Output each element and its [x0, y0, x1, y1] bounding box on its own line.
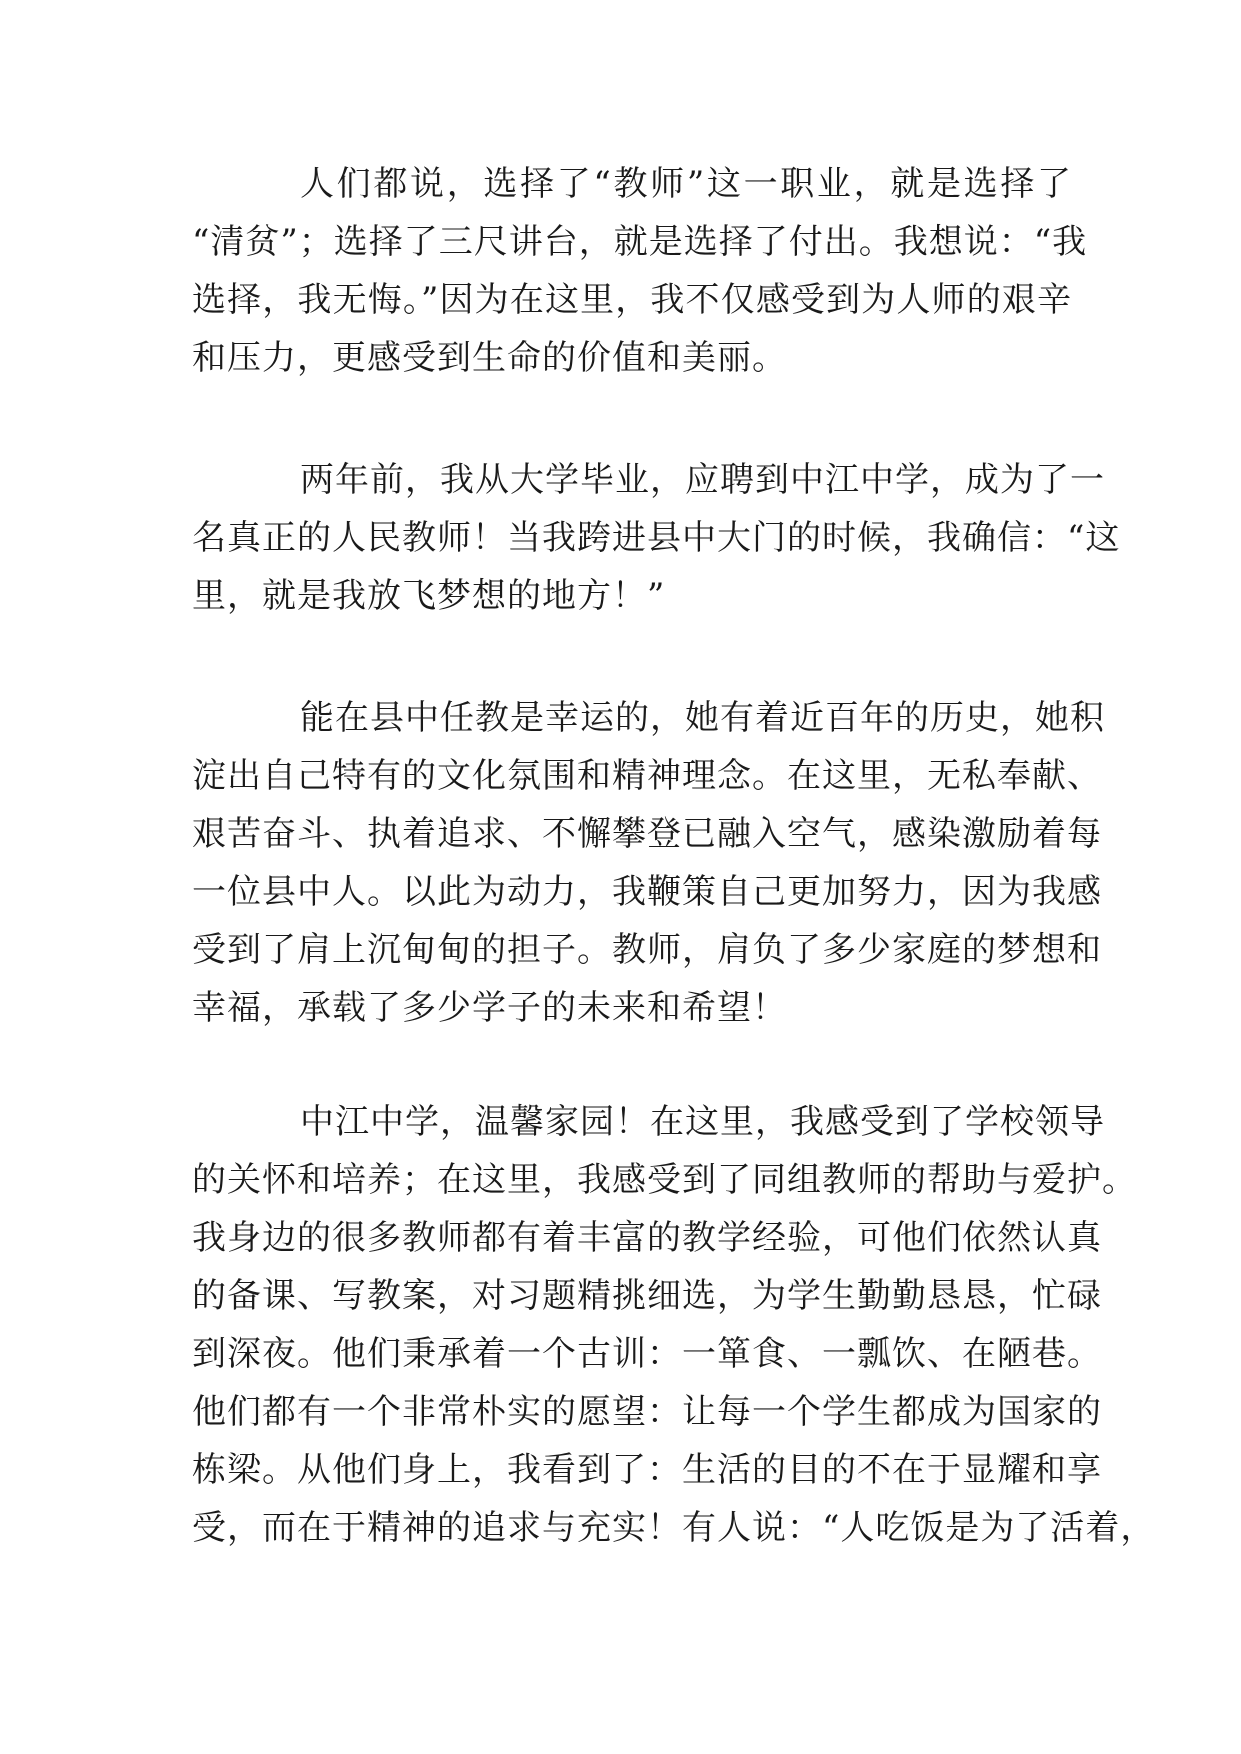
text-line: 的关怀和培养；在这里，我感受到了同组教师的帮助与爱护。 — [192, 1160, 1137, 1200]
text-line: 一位县中人。以此为动力，我鞭策自己更加努力，因为我感 — [192, 872, 1102, 912]
text-line: 和压力，更感受到生命的价值和美丽。 — [192, 338, 787, 378]
paragraph-4 — [192, 1093, 1156, 1557]
text-line: “清贫”；选择了三尺讲台，就是选择了付出。我想说：“我 — [192, 222, 1088, 262]
text-line: 中江中学，温馨家园！在这里，我感受到了学校领导 — [300, 1102, 1105, 1142]
text-line: 淀出自己特有的文化氛围和精神理念。在这里，无私奉献、 — [192, 756, 1102, 796]
text-line: 的备课、写教案，对习题精挑细选，为学生勤勤恳恳，忙碌 — [192, 1276, 1102, 1316]
paragraph-2 — [192, 451, 1121, 625]
text-line: 里，就是我放飞梦想的地方！” — [192, 576, 666, 616]
text-line: 到深夜。他们秉承着一个古训：一箪食、一瓢饮、在陋巷。 — [192, 1334, 1102, 1374]
text-line: 幸福，承载了多少学子的未来和希望！ — [192, 988, 787, 1028]
text-line: 人们都说，选择了“教师”这一职业，就是选择了 — [300, 164, 1072, 204]
text-line: 受到了肩上沉甸甸的担子。教师，肩负了多少家庭的梦想和 — [192, 930, 1102, 970]
text-line: 名真正的人民教师！当我跨进县中大门的时候，我确信：“这 — [192, 518, 1121, 558]
paragraph-1 — [192, 155, 1088, 387]
text-line: 栋梁。从他们身上，我看到了：生活的目的不在于显耀和享 — [192, 1450, 1102, 1490]
paragraph-3 — [192, 689, 1105, 1037]
text-line: 艰苦奋斗、执着追求、不懈攀登已融入空气，感染激励着每 — [192, 814, 1102, 854]
text-line: 他们都有一个非常朴实的愿望：让每一个学生都成为国家的 — [192, 1392, 1102, 1432]
text-line: 选择，我无悔。”因为在这里，我不仅感受到为人师的艰辛 — [192, 280, 1072, 320]
text-line: 我身边的很多教师都有着丰富的教学经验，可他们依然认真 — [192, 1218, 1102, 1258]
text-line: 两年前，我从大学毕业，应聘到中江中学，成为了一 — [300, 460, 1105, 500]
text-line: 能在县中任教是幸运的，她有着近百年的历史，她积 — [300, 698, 1105, 738]
text-line: 受，而在于精神的追求与充实！有人说：“人吃饭是为了活着， — [192, 1508, 1156, 1548]
